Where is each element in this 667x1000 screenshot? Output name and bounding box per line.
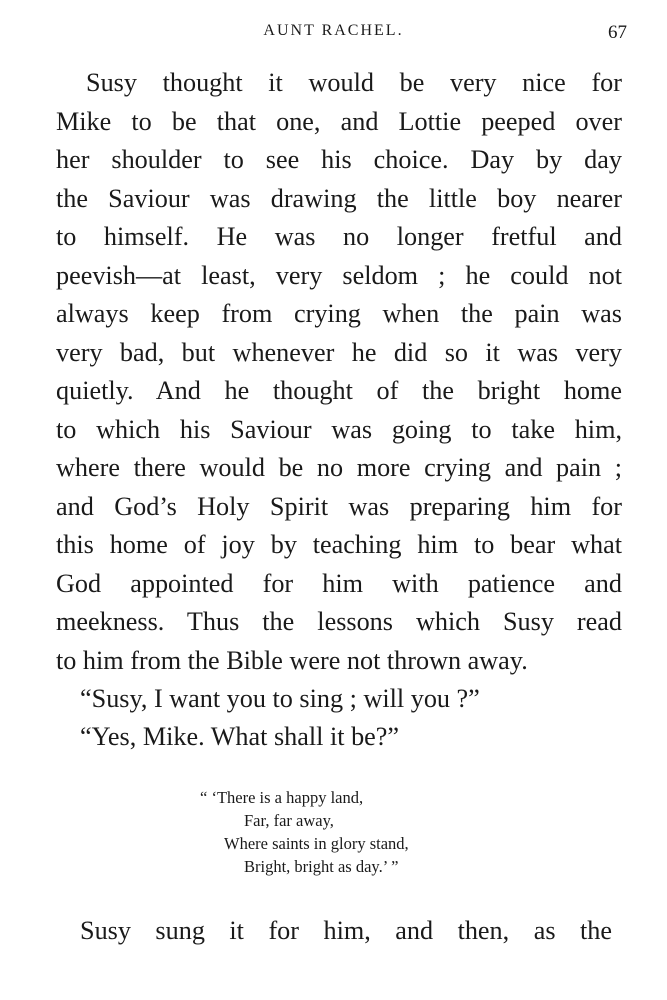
running-head [0,22,667,52]
dialogue-line-mike: “Yes, Mike. What shall it be?” [80,722,400,751]
text-line: peevish—at least, very seldom ; he could not [56,260,622,290]
text-line: Susy thought it would be very nice for [86,68,622,97]
text-line: this home of joy by teaching him to bear what [56,530,622,559]
text-line: her shoulder to see his choice. Day by day [56,145,622,174]
text-line: quietly. And he thought of the bright home [56,376,622,405]
text-line: to himself. He was no longer fretful and [56,222,622,251]
text-line: God appointed for him with patience and [56,568,622,598]
page-number: 67 [608,22,627,43]
text-line: Susy sung it for him, and then, as the [80,916,612,945]
poem-line: Far, far away, [244,811,334,830]
dialogue-line-susy: “Susy, I want you to sing ; will you ?” [80,684,480,713]
poem-line: Where saints in glory stand, [224,834,409,853]
text-line: always keep from crying when the pain was [56,299,622,328]
text-line: meekness. Thus the lessons which Susy read [56,607,622,636]
paragraph-closing [56,912,612,951]
poem-line: Bright, bright as day.’ ” [244,857,399,876]
running-title: AUNT RACHEL. [263,22,404,39]
text-line: Mike to be that one, and Lottie peeped over [56,106,622,136]
text-line: to him from the Bible were not thrown away. [56,645,528,675]
text-line: the Saviour was drawing the little boy nearer [56,183,622,213]
paragraph-main [56,64,622,680]
text-line: very bad, but whenever he did so it was very [56,337,622,367]
text-line: where there would be no more crying and pain ; [56,453,622,482]
text-line: and God’s Holy Spirit was preparing him for [56,491,622,521]
poem-line: “ ‘There is a happy land, [200,788,364,807]
text-line: to which his Saviour was going to take him, [56,414,622,444]
poem-stanza [200,786,409,878]
